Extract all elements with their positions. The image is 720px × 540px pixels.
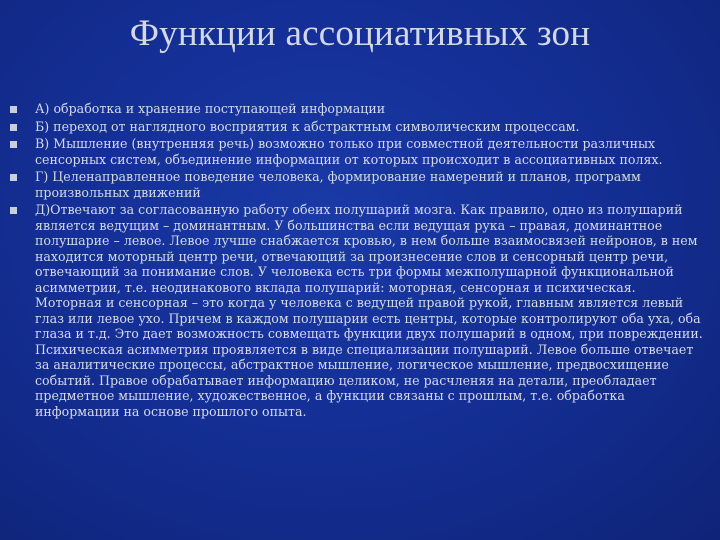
list-item: [10, 101, 706, 117]
item-text: Д)Отвечают за согласованную работу обеих полушарий мозга. Как правило, одно из полушарий является ведущим – доминантным. У большинства если ведущая рука – правая, доминантное полушарие – левое. Левое лучше снабжается кровью, в нем больше взаимосвязей нейронов, в нем находится моторный центр речи, отвечающий за произнесение слов и сенсорный центр речи, отвечающий за понимание слов. У человека есть три формы межполушарной функциональной асимметрии, т.е. неодинакового вклада полушарий: моторная, сенсорная и психическая. Моторная и сенсорная – это когда у человека с ведущей правой рукой, главным является левый глаз или левое ухо. Причем в каждом полушарии есть центры, которые контролируют оба уха, оба глаза и т.д. Это дает возможность совмещать функции двух полушарий в одном, при повреждении. Психическая асимметрия проявляется в виде специализации полушарий. Левое больше отвечает за аналитические процессы, абстрактное мышление, логическое мышление, предвосхищение событий. Правое обрабатывает информацию целиком, не расчленяя на детали, преобладает предметное мышление, художественное, а функции связаны с прошлым, т.е. обработка информации на основе прошлого опыта.: [35, 202, 703, 419]
item-text: А) обработка и хранение поступающей информации: [35, 101, 386, 116]
list-item: [10, 202, 706, 419]
square-bullet-icon: [10, 124, 17, 131]
square-bullet-icon: [10, 141, 17, 148]
square-bullet-icon: [10, 106, 17, 113]
slide-title: Функции ассоциативных зон: [129, 13, 591, 54]
square-bullet-icon: [10, 174, 17, 181]
list-item: [10, 136, 706, 167]
item-text: Б) переход от наглядного восприятия к абстрактным символическим процессам.: [35, 118, 580, 134]
item-text: В) Мышление (внутренняя речь) возможно только при совместной деятельности различных сенсорных систем, объединение информации от которых происходит в ассоциативных полях.: [35, 136, 663, 167]
list-item: [10, 119, 706, 135]
square-bullet-icon: [10, 207, 17, 214]
bullet-list: [10, 101, 706, 421]
item-text: Г) Целенаправленное поведение человека, формирование намерений и планов, программ произвольных движений: [35, 169, 641, 200]
list-item: [10, 169, 706, 200]
